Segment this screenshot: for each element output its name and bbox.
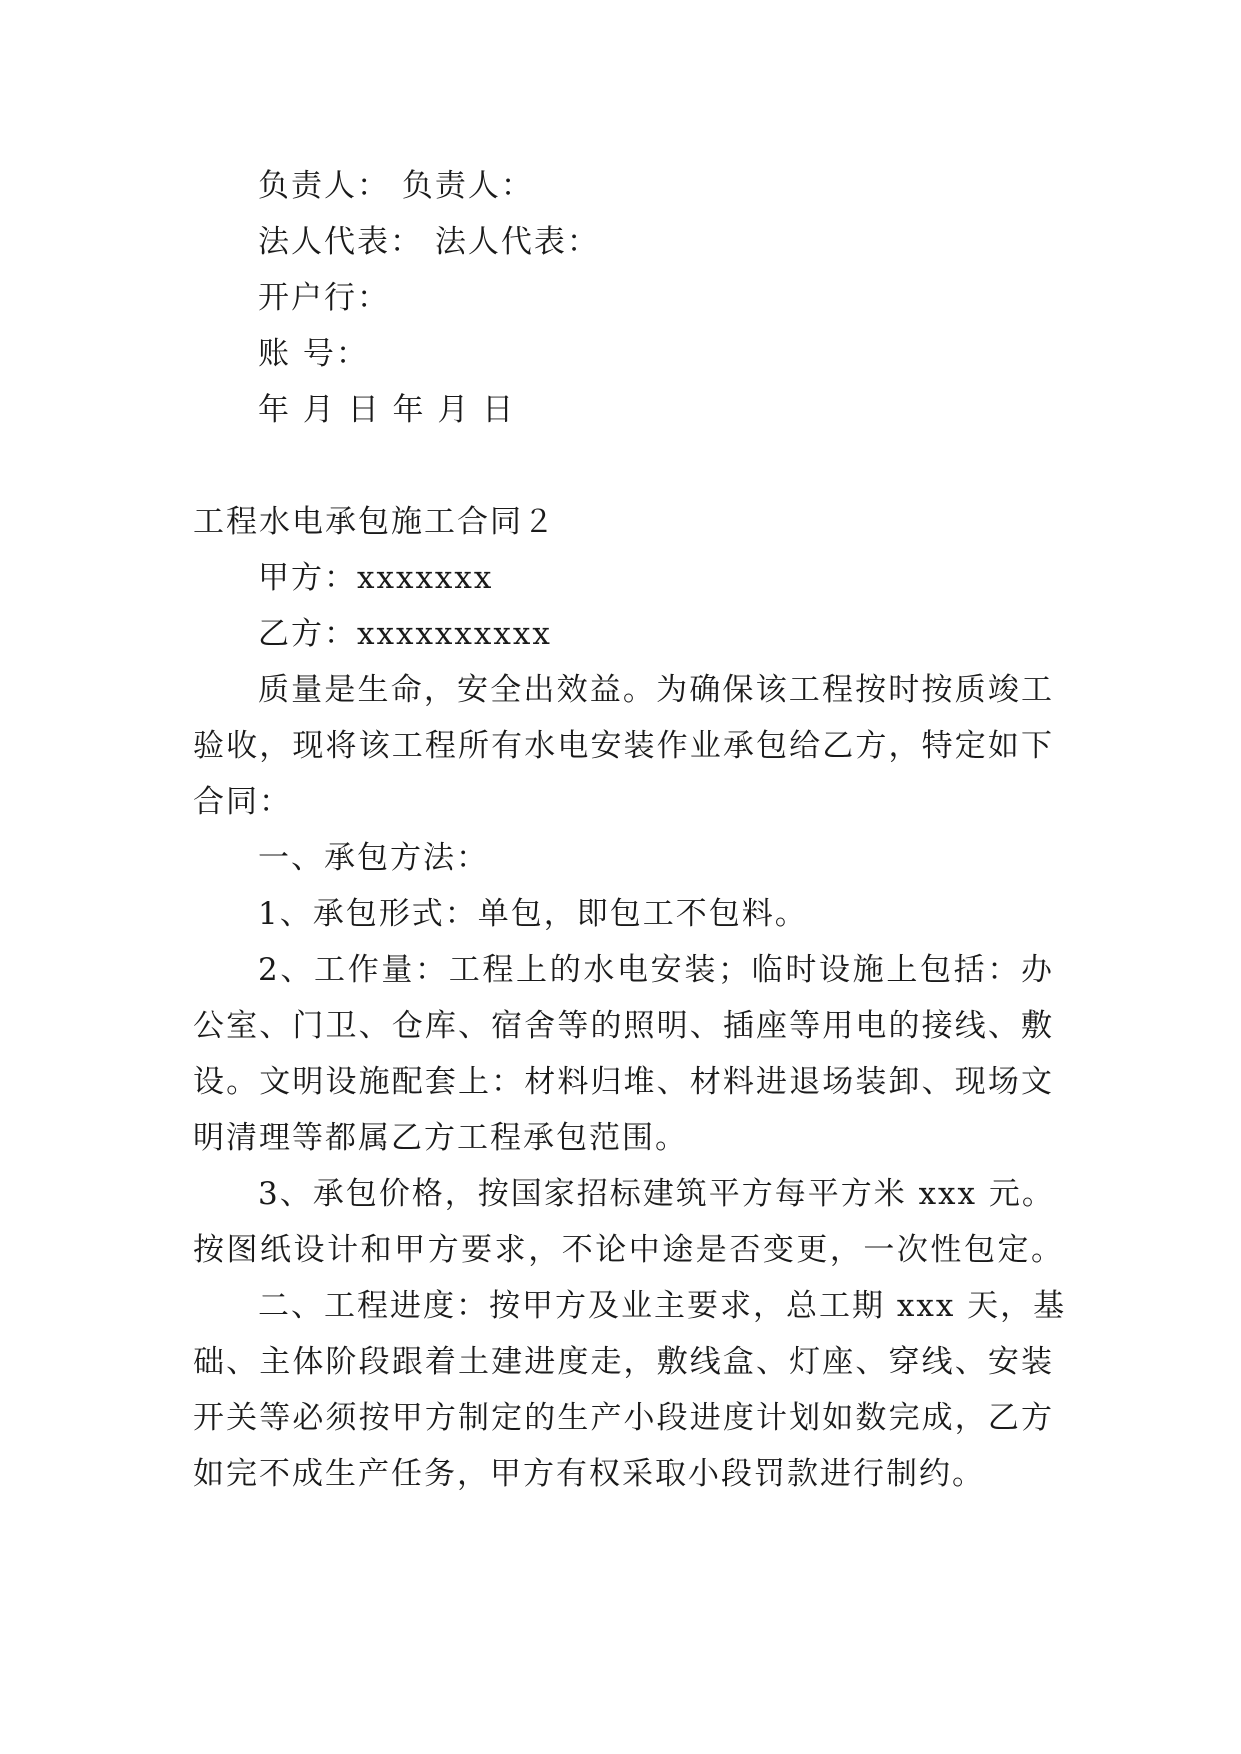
account-line: 账 号： xyxy=(258,336,369,372)
section2-line-2: 础、主体阶段跟着土建进度走，敷线盒、灯座、穿线、安装 xyxy=(193,1344,1054,1380)
legal-rep-line: 法人代表： 法人代表： xyxy=(258,224,600,260)
item3-line-2: 按图纸设计和甲方要求，不论中途是否变更，一次性包定。 xyxy=(193,1232,1064,1268)
intro-line-1: 质量是生命，安全出效益。为确保该工程按时按质竣工 xyxy=(258,672,1054,708)
bank-line: 开户行： xyxy=(258,280,390,316)
item2-line-3: 设。文明设施配套上：材料归堆、材料进退场装卸、现场文 xyxy=(193,1064,1054,1100)
party-b-line: 乙方：xxxxxxxxxx xyxy=(258,616,552,652)
section2-line-1: 二、工程进度：按甲方及业主要求，总工期 xxx 天，基 xyxy=(258,1288,1067,1324)
intro-line-2: 验收，现将该工程所有水电安装作业承包给乙方，特定如下 xyxy=(193,728,1054,764)
item2-line-4: 明清理等都属乙方工程承包范围。 xyxy=(193,1120,688,1156)
item3-line-1: 3、承包价格，按国家招标建筑平方每平方米 xxx 元。 xyxy=(258,1176,1055,1212)
section1-heading: 一、承包方法： xyxy=(258,840,489,876)
section2-line-4: 如完不成生产任务，甲方有权采取小段罚款进行制约。 xyxy=(193,1456,985,1492)
item2-line-2: 公室、门卫、仓库、宿舍等的照明、插座等用电的接线、敷 xyxy=(193,1008,1054,1044)
responsible-line: 负责人： 负责人： xyxy=(258,168,534,204)
section2-line-3: 开关等必须按甲方制定的生产小段进度计划如数完成，乙方 xyxy=(193,1400,1054,1436)
item2-line-1: 2、工作量：工程上的水电安装；临时设施上包括：办 xyxy=(258,952,1054,988)
date-line: 年 月 日 年 月 日 xyxy=(258,392,516,428)
item1-line: 1、承包形式：单包，即包工不包料。 xyxy=(258,896,808,932)
intro-line-3: 合同： xyxy=(193,784,292,820)
contract-title: 工程水电承包施工合同２ xyxy=(193,504,556,540)
party-a-line: 甲方：xxxxxxx xyxy=(258,560,494,596)
